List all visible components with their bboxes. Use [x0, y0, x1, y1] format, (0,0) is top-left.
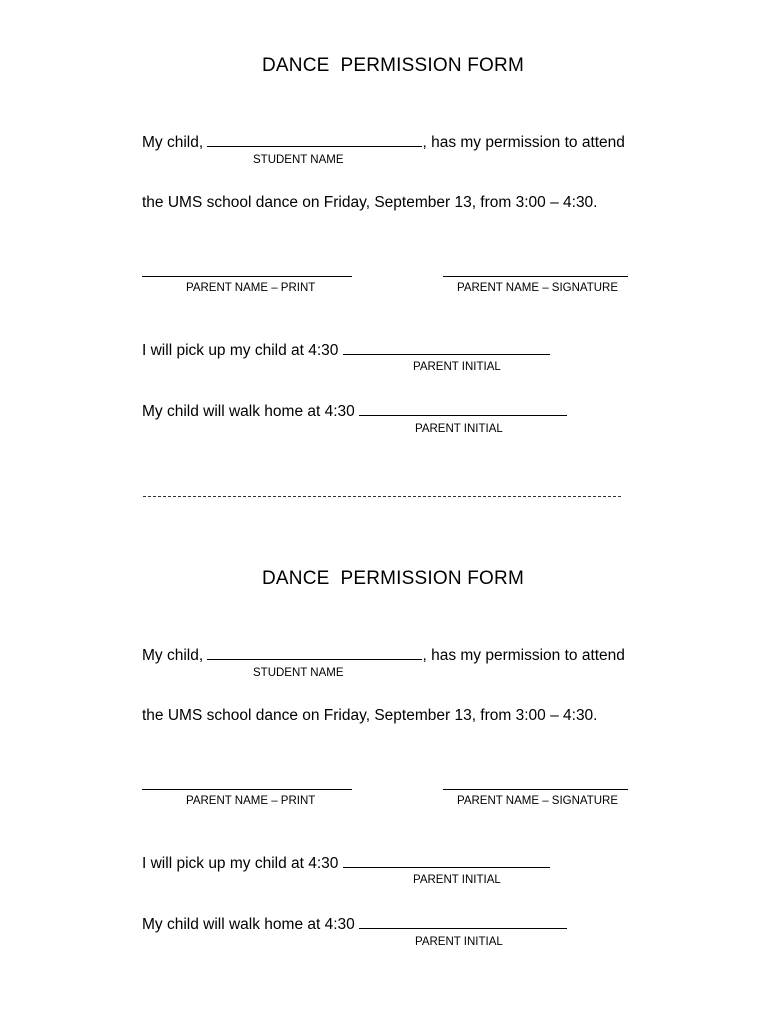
parent-name-print-field[interactable]: [142, 789, 352, 790]
dance-details-text: the UMS school dance on Friday, September 13, from 3:00 – 4:30.: [142, 707, 598, 724]
parent-signature-caption: PARENT NAME – SIGNATURE: [457, 795, 619, 807]
pickup-line: [142, 340, 550, 360]
student-name-field[interactable]: [207, 132, 422, 147]
parent-name-print-caption: PARENT NAME – PRINT: [186, 282, 316, 294]
student-name-field[interactable]: [207, 645, 422, 660]
parent-signature-field[interactable]: [443, 276, 628, 277]
walk-text: My child will walk home at 4:30: [142, 916, 355, 933]
walk-text: My child will walk home at 4:30: [142, 403, 355, 420]
permission-form: [0, 513, 770, 983]
cut-line-divider: [143, 496, 621, 497]
dance-details-text: the UMS school dance on Friday, September 13, from 3:00 – 4:30.: [142, 194, 598, 211]
permission-text: , has my permission to attend: [422, 134, 625, 151]
pickup-text: I will pick up my child at 4:30: [142, 342, 339, 359]
my-child-label: My child,: [142, 647, 204, 664]
pickup-line: [142, 853, 550, 873]
parent-name-print-field[interactable]: [142, 276, 352, 277]
form-title: DANCE PERMISSION FORM: [262, 568, 524, 589]
permission-form: [0, 0, 770, 470]
parent-signature-field[interactable]: [443, 789, 628, 790]
pickup-text: I will pick up my child at 4:30: [142, 855, 339, 872]
parent-signature-caption: PARENT NAME – SIGNATURE: [457, 282, 619, 294]
walk-initial-field[interactable]: [359, 401, 567, 416]
permission-line: [142, 132, 625, 152]
walk-initial-field[interactable]: [359, 914, 567, 929]
form-title: DANCE PERMISSION FORM: [262, 55, 524, 76]
my-child-label: My child,: [142, 134, 204, 151]
student-name-caption: STUDENT NAME: [253, 154, 344, 166]
walk-line: [142, 401, 567, 421]
pickup-initial-field[interactable]: [343, 853, 550, 868]
permission-line: [142, 645, 625, 665]
pickup-initial-caption: PARENT INITIAL: [413, 361, 501, 373]
walk-initial-caption: PARENT INITIAL: [415, 936, 503, 948]
permission-text: , has my permission to attend: [422, 647, 625, 664]
student-name-caption: STUDENT NAME: [253, 667, 344, 679]
pickup-initial-caption: PARENT INITIAL: [413, 874, 501, 886]
walk-initial-caption: PARENT INITIAL: [415, 423, 503, 435]
pickup-initial-field[interactable]: [343, 340, 550, 355]
walk-line: [142, 914, 567, 934]
parent-name-print-caption: PARENT NAME – PRINT: [186, 795, 316, 807]
